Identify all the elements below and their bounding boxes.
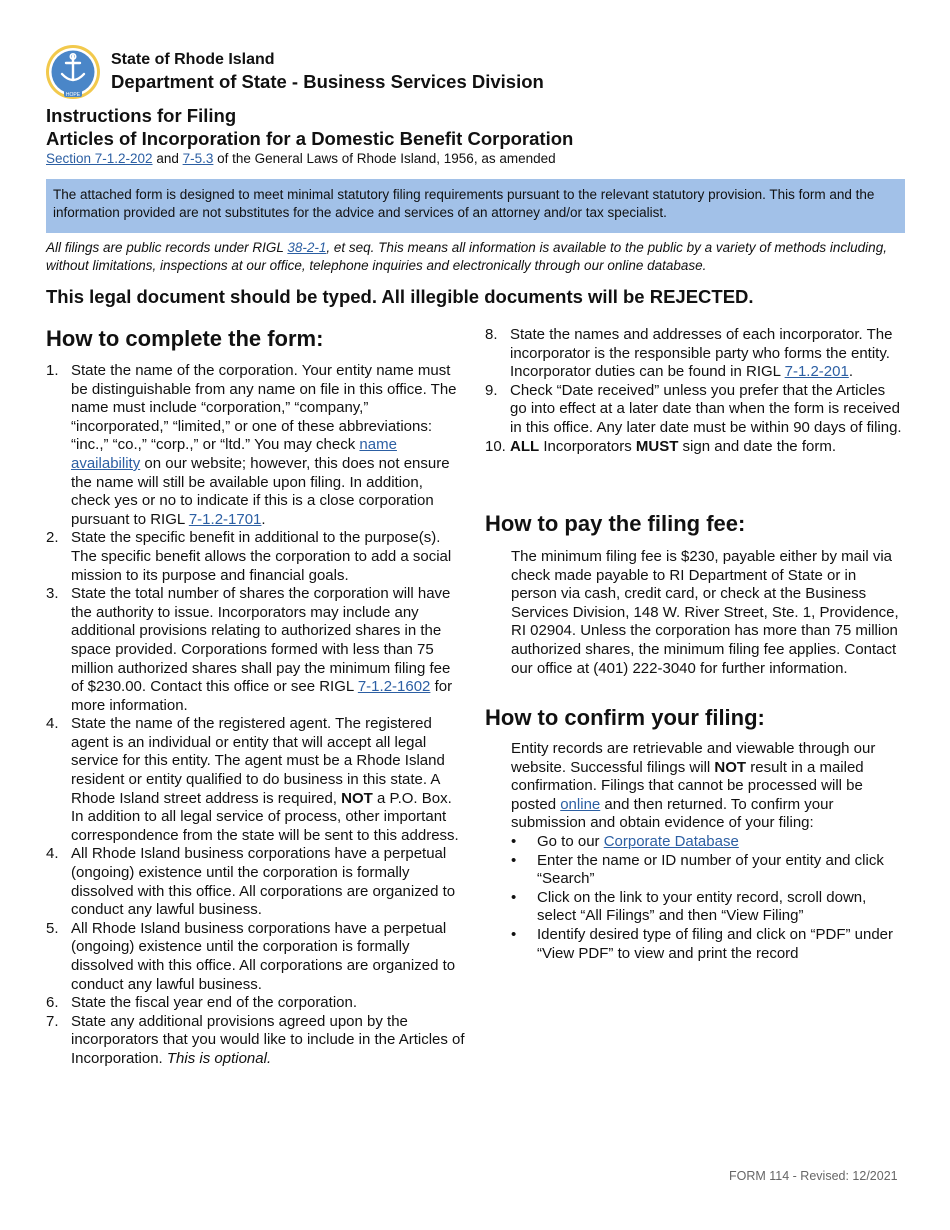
confirm-heading: How to confirm your filing: — [485, 705, 765, 730]
list-item: • Identify desired type of filing and click on “PDF” under “View PDF” to view and print the record — [511, 925, 894, 962]
online-link[interactable]: online — [560, 795, 601, 813]
list-item: • Click on the link to your entity record, scroll down, select “All Filings” and then “View Filing” — [511, 888, 867, 925]
statute-link-7-1-2-202[interactable]: Section 7-1.2-202 — [46, 151, 153, 166]
instructions-list — [46, 362, 466, 1069]
list-item: 3. State the total number of shares the corporation will have the authority to issue. Incorporators may include any additional provisions relating to authorized shares in the space provided. Corporations formed with less than 75 million authorized shares shall pay the minimum filing fee of $230.00. Contact this office or see RIGL 7-1.2-1602 for more information. — [46, 585, 453, 714]
notice-box: The attached form is designed to meet minimal statutory filing requirements pursuant to the relevant statutory provision. This form and the information provided are not substitutes for the advice and services of an attorney and/or tax specialist. — [46, 179, 905, 233]
list-item: 4. State the name of the registered agent. The registered agent is an individual or entity that will accept all legal service for this entity. The agent must be a Rhode Island resident or entity qualified to do business in this state. A Rhode Island street address is required, NOT a P.O. Box. In addition to all legal service of process, other important correspondence from the state will be sent to this address. — [46, 715, 459, 844]
confirm-steps — [511, 833, 906, 963]
list-item: • Enter the name or ID number of your entity and click “Search” — [511, 851, 884, 888]
svg-text:HOPE: HOPE — [65, 92, 81, 98]
list-item: 5. All Rhode Island business corporations have a perpetual (ongoing) existence until the corporation is formally dissolved with this office. All corporations are organized to conduct any lawful business. — [46, 919, 456, 993]
statute-link-7-5-3[interactable]: 7-5.3 — [182, 151, 214, 166]
instructions-list-continued — [485, 326, 905, 456]
list-item: 4. All Rhode Island business corporations have a perpetual (ongoing) existence until the corporation is formally dissolved with this office. All corporations are organized to conduct any lawful business. — [46, 845, 456, 919]
list-item: 10. ALL Incorporators MUST sign and date the form. — [485, 437, 836, 455]
list-item: 9. Check “Date received” unless you prefer that the Articles go into effect at a later date than when the form is received in this office. Any later date must be within 90 days of filing. — [485, 381, 902, 436]
doc-title-line1: Instructions for Filing — [46, 105, 237, 126]
confirm-text: Entity records are retrievable and viewable through our website. Successful filings will NOT result in a mailed confirmation. Filings that cannot be processed will be posted online and then returned. To confirm your submission and obtain evidence of your filing: — [511, 740, 876, 832]
legal-warning: This legal document should be typed. All illegible documents will be REJECTED. — [46, 286, 754, 307]
form-footer: FORM 114 - Revised: 12/2021 — [729, 1169, 898, 1183]
complete-heading: How to complete the form: — [46, 326, 324, 351]
division-name: Department of State - Business Services Division — [111, 71, 544, 92]
list-item: 6. State the fiscal year end of the corporation. — [46, 994, 358, 1012]
rigl-7-1-2-1701-link[interactable]: 7-1.2-1701 — [188, 510, 262, 528]
list-item: • Go to our Corporate Database — [511, 833, 739, 850]
list-item: 2. State the specific benefit in additional to the purpose(s). The specific benefit allows the corporation to add a social mission to its purpose and financial goals. — [46, 529, 452, 584]
corporate-database-link[interactable]: Corporate Database — [603, 833, 739, 850]
name-availability-link[interactable]: name availability — [71, 436, 397, 472]
statute-reference: Section 7-1.2-202 and 7-5.3 of the General Laws of Rhode Island, 1956, as amended — [46, 151, 556, 166]
pay-heading: How to pay the filing fee: — [485, 511, 746, 536]
rigl-38-2-1-link[interactable]: 38-2-1 — [287, 240, 327, 255]
list-item: 7. State any additional provisions agreed upon by the incorporators that you would like to include in the Articles of Incorporation. This is optional. — [46, 1012, 465, 1067]
list-item: 1. State the name of the corporation. Your entity name must be distinguishable from any name on file in this office. The name must include “corporation,” “company,” “incorporated,” “limited,” or one of these abbreviations: “inc.,” “co.,” “corp.,” or “ltd.” You may check name availability on our website; however, this does not ensure the name will still be available upon filing. In addition, check yes or no to indicate if this is a close corporation pursuant to RIGL 7-1.2-1701. — [46, 362, 457, 528]
doc-title-line2: Articles of Incorporation for a Domestic Benefit Corporation — [46, 128, 574, 149]
rigl-7-1-2-1602-link[interactable]: 7-1.2-1602 — [357, 678, 431, 696]
list-item: 8. State the names and addresses of each incorporator. The incorporator is the responsible party who forms the entity. Incorporator duties can be found in RIGL 7-1.2-201. — [485, 326, 893, 381]
rigl-7-1-2-201-link[interactable]: 7-1.2-201 — [784, 363, 849, 381]
public-records-note: All filings are public records under RIGL 38-2-1, et seq. This means all information is available to the public by a variety of methods including, without limitations, inspections at our office, telephone inquiries and electronically through our online database. — [46, 240, 887, 273]
state-seal-logo — [45, 44, 101, 100]
pay-text: The minimum filing fee is $230, payable either by mail via check made payable to RI Department of State or in person via cash, credit card, or check at the Business Services Division, 148 W. River Street, Ste. 1, Providence, RI 02904. Unless the corporation has more than 75 million authorized shares, the minimum filing fee applies. Contact our office at (401) 222-3040 for further information. — [511, 548, 899, 677]
state-name: State of Rhode Island — [111, 51, 275, 68]
